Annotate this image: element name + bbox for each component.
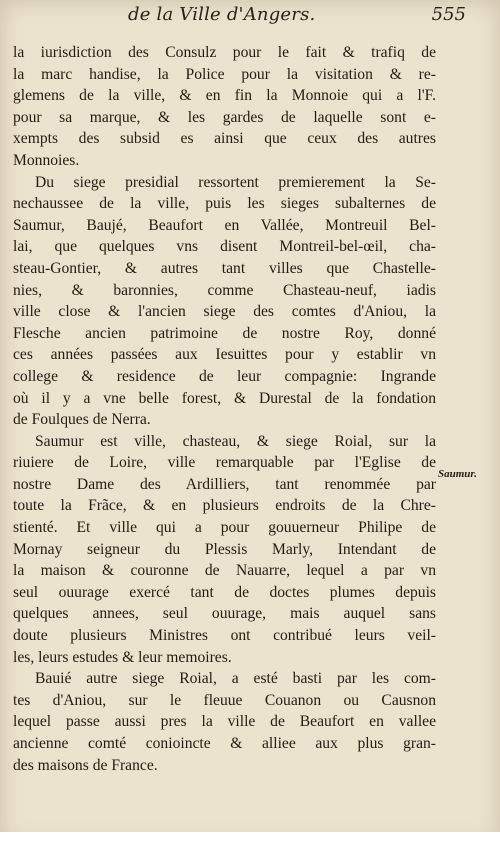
page-number: 555: [431, 4, 466, 25]
text-line: les, leurs estudes & leur memoires.: [13, 648, 232, 666]
text-line: ces années passées aux Iesuittes pour y establir vn: [13, 346, 436, 364]
marginal-note: Saumur.: [438, 468, 477, 480]
text-line: stienté. Et ville qui a pour gouuerneur Philipe de: [13, 519, 436, 537]
text-line: tes d'Aniou, sur le fleuue Couanon ou Causnon: [13, 691, 436, 709]
text-line: Monnoies.: [13, 151, 80, 169]
page-bottom-edge: [0, 832, 500, 846]
text-line: nies, & baronnies, comme Chasteau-neuf, iadis: [13, 281, 436, 299]
text-line: Du siege presidial ressortent premierement la Se-: [35, 173, 436, 191]
text-line: la marc handise, la Police pour la visitation & re-: [13, 65, 436, 83]
text-line: la maison & couronne de Nauarre, lequel a par vn: [13, 562, 436, 580]
text-line: quelques annees, seul ouurage, mais auquel sans: [13, 605, 436, 623]
text-line: seul ouurage exercé tant de doctes plumes depuis: [13, 583, 436, 601]
text-line: nechaussee de la ville, puis les sieges subalternes de: [13, 195, 436, 213]
text-line: Bauié autre siege Roial, a esté basti par les com-: [35, 670, 436, 688]
text-line: lai, que quelques vns disent Montreil-bel-œil, cha-: [13, 238, 436, 256]
text-line: ville close & l'ancien siege des comtes d'Aniou, la: [13, 303, 436, 321]
text-line: nostre Dame des Ardilliers, tant renommée par: [13, 475, 436, 493]
text-line: Mornay seigneur du Plessis Marly, Intendant de: [13, 540, 436, 558]
text-line: doute plusieurs Ministres ont contribué leurs veil-: [13, 627, 436, 645]
text-line: où il y a vne belle forest, & Durestal de la fondation: [13, 389, 436, 407]
text-line: Saumur est ville, chasteau, & siege Roial, sur la: [35, 432, 436, 450]
text-line: des maisons de France.: [13, 756, 158, 774]
text-line: de Foulques de Nerra.: [13, 411, 151, 429]
text-line: ancienne comté conioincte & alliee aux plus gran-: [13, 735, 436, 752]
text-line: pour sa marque, & les gardes de laquelle sont e-: [13, 108, 436, 126]
text-line: toute la Frãce, & en plusieurs endroits de la Chre-: [13, 497, 436, 515]
text-line: la iurisdiction des Consulz pour le fait & trafiq de: [13, 44, 436, 61]
text-line: college & residence de leur compagnie: Ingrande: [13, 367, 436, 385]
text-line: riuiere de Loire, ville remarquable par l'Eglise de: [13, 454, 436, 472]
body-text: [13, 42, 436, 776]
text-line: lequel passe aussi pres la ville de Beaufort en vallee: [13, 713, 436, 731]
text-line: glemens de la ville, & en fin la Monnoie qui a l'F.: [13, 87, 436, 105]
text-line: xempts des subsid es ainsi que ceux des autres: [13, 130, 436, 148]
text-line: Flesche ancien patrimoine de nostre Roy, donné: [13, 324, 436, 342]
text-line: steau-Gontier, & autres tant villes que Chastelle-: [13, 259, 436, 277]
running-head: de la Ville d'Angers.: [128, 4, 316, 25]
text-line: Saumur, Baujé, Beaufort en Vallée, Montreuil Bel-: [13, 216, 436, 234]
